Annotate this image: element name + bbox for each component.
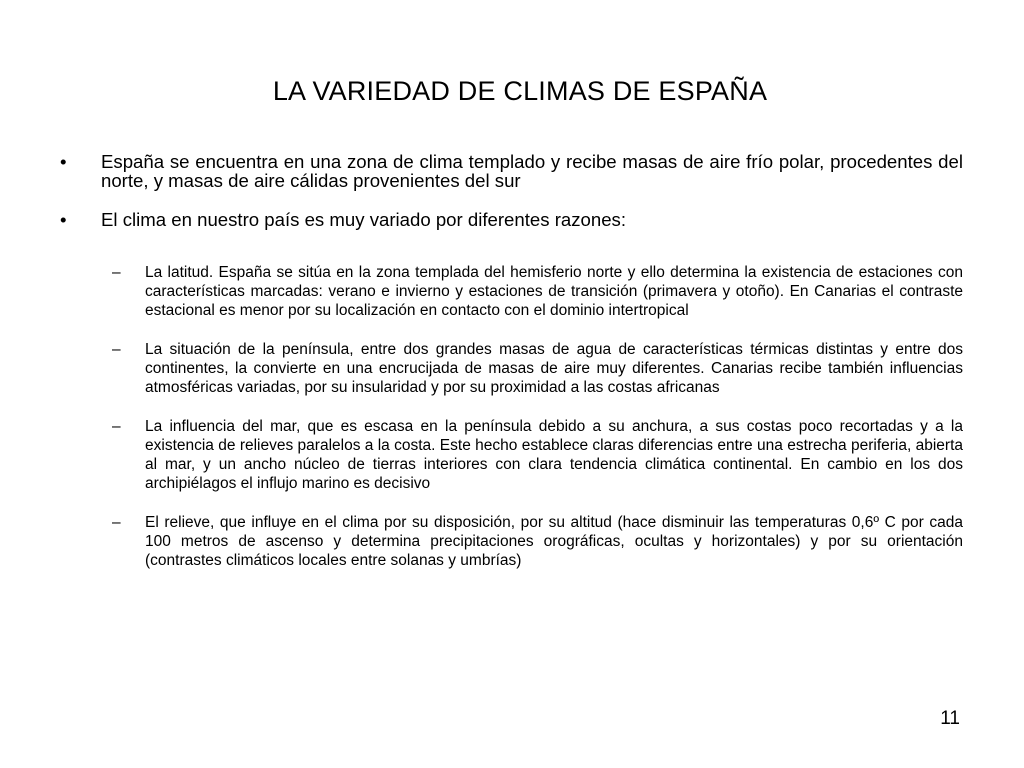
sub-bullet-text: El relieve, que influye en el clima por su disposición, por su altitud (hace disminuir las temperaturas 0,6º C por cada 100 metros de ascenso y determina precipitaciones orográficas, ocultas y horizontales) y por su orientación (contrastes climáticos locales entre solanas y umbrías) [145,514,963,569]
sub-bullet-text: La latitud. España se sitúa en la zona templada del hemisferio norte y ello determina la existencia de estaciones con características marcadas: verano e invierno y estaciones de transición (primavera y otoño). En Canarias el contraste estacional es menor por su localización en contacto con el dominio intertropical [145,264,963,319]
sub-bullet-text: La situación de la península, entre dos grandes masas de agua de características térmicas distintas y entre dos continentes, la convierte en una encrucijada de masas de aire muy diferentes. Canarias recibe también influencias atmosféricas variadas, por su insularidad y por su proximidad a las costas africanas [145,341,963,396]
sub-bullet-marker: – [112,418,121,435]
bullet-text: El clima en nuestro país es muy variado por diferentes razones: [101,209,627,230]
sub-bullet-marker: – [112,341,121,358]
sub-bullet-item [60,513,963,570]
bullet-item [60,210,963,229]
sub-bullet-marker: – [112,514,121,531]
page-number: 11 [940,708,960,729]
sub-bullet-marker: – [112,264,121,281]
sub-bullet-item [60,417,963,493]
sub-bullet-text: La influencia del mar, que es escasa en la península debido a su anchura, a sus costas poco recortadas y a la existencia de relieves paralelos a la costa. Este hecho establece claras diferencias entre una estrecha periferia, abierta al mar, y un ancho núcleo de tierras interiores con clara tendencia climática continental. En cambio en los dos archipiélagos el influjo marino es decisivo [145,418,963,492]
bullet-marker: • [60,209,67,230]
bullet-item [60,152,963,190]
bullet-marker: • [60,151,67,172]
bullet-text: España se encuentra en una zona de clima templado y recibe masas de aire frío polar, procedentes del norte, y masas de aire cálidas provenientes del sur [101,151,963,191]
sub-bullet-item [60,263,963,320]
slide-body [60,152,963,590]
sub-bullet-item [60,340,963,397]
slide-title: LA VARIEDAD DE CLIMAS DE ESPAÑA [272,76,768,106]
